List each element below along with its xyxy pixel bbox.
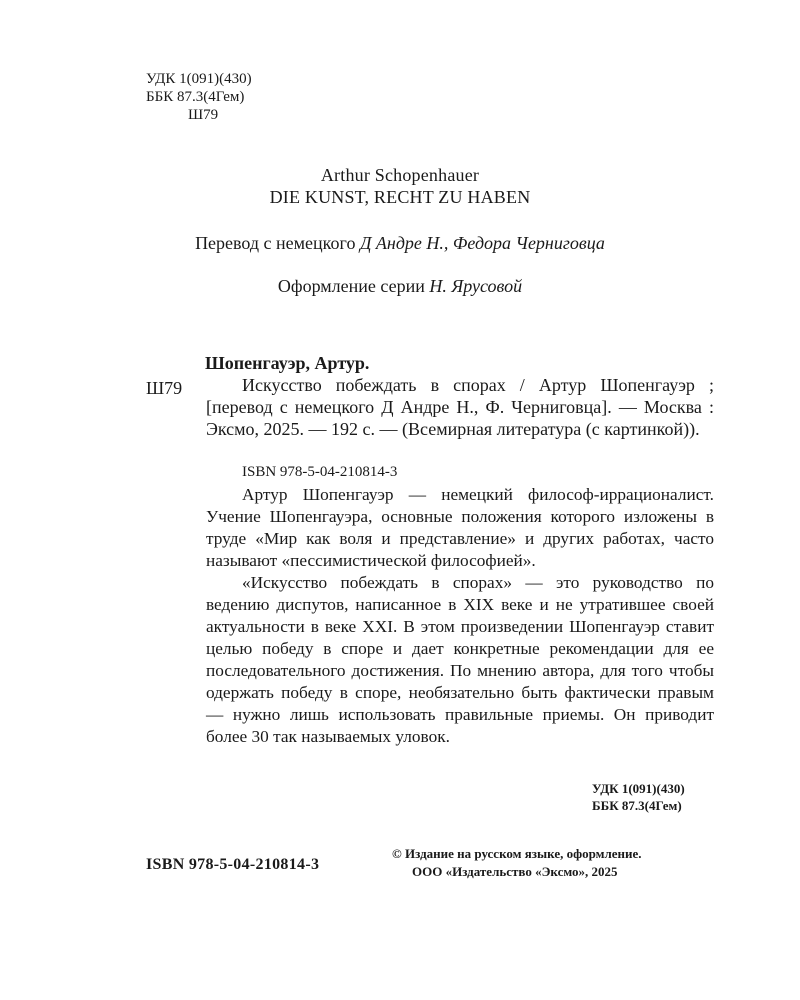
bbk-code: ББК 87.3(4Гем) (146, 89, 245, 105)
bibliographic-entry: Искусство побеждать в спорах / Артур Шопенгауэр ; [перевод с немецкого Д Андре Н., Ф. Черниговца]. — Москва : Эксмо, 2025. — 192 с. — (Всемирная литература (с картинкой)). (206, 375, 714, 439)
series-design-credit (0, 276, 800, 297)
author-mark: Ш79 (188, 107, 219, 123)
footer-classification (592, 780, 685, 814)
footer-bbk-code: ББК 87.3(4Гем) (592, 798, 682, 813)
annotation-paragraph: Артур Шопенгауэр — немецкий философ-иррационалист. Учение Шопенгауэра, основные положения которого изложены в труде «Мир как воля и представление» и других работах, часто называют «пессимистической философией». (206, 485, 714, 570)
translation-credit (0, 233, 800, 254)
series-design-label: Оформление серии (277, 276, 425, 296)
udk-code: УДК 1(091)(430) (146, 71, 252, 87)
footer-isbn: ISBN 978-5-04-210814-3 (146, 856, 320, 873)
publisher-line: ООО «Издательство «Эксмо», 2025 (412, 864, 618, 879)
bibliographic-author-heading: Шопенгауэр, Артур. (205, 353, 370, 373)
bibliographic-author-mark: Ш79 (146, 378, 183, 398)
original-author: Arthur Schopenhauer (320, 165, 480, 185)
translation-label: Перевод с немецкого (195, 233, 356, 253)
footer-udk-code: УДК 1(091)(430) (592, 781, 685, 796)
original-title: DIE KUNST, RECHT ZU HABEN (269, 187, 531, 207)
translator-names: Д Андре Н., Федора Черниговца (359, 233, 605, 253)
bibliographic-isbn: ISBN 978-5-04-210814-3 (242, 464, 398, 480)
annotation-paragraph: «Искусство побеждать в спорах» — это руководство по ведению диспутов, написанное в XIX веке и не утратившее своей актуальности в веке XXI. В этом произведении Шопенгауэр ставит целью победу в споре и дает конкретные рекомендации для ее последовательного достижения. По мнению автора, для того чтобы одержать победу в споре, необязательно быть фактически правым — нужно лишь использовать правильные приемы. Он приводит более 30 так называемых уловок. (206, 573, 714, 746)
series-designer-name: Н. Ярусовой (429, 276, 523, 296)
copyright-line: © Издание на русском языке, оформление. (392, 846, 642, 861)
copyright-notice (392, 845, 642, 881)
annotation (206, 484, 714, 748)
classification-block (146, 70, 252, 124)
